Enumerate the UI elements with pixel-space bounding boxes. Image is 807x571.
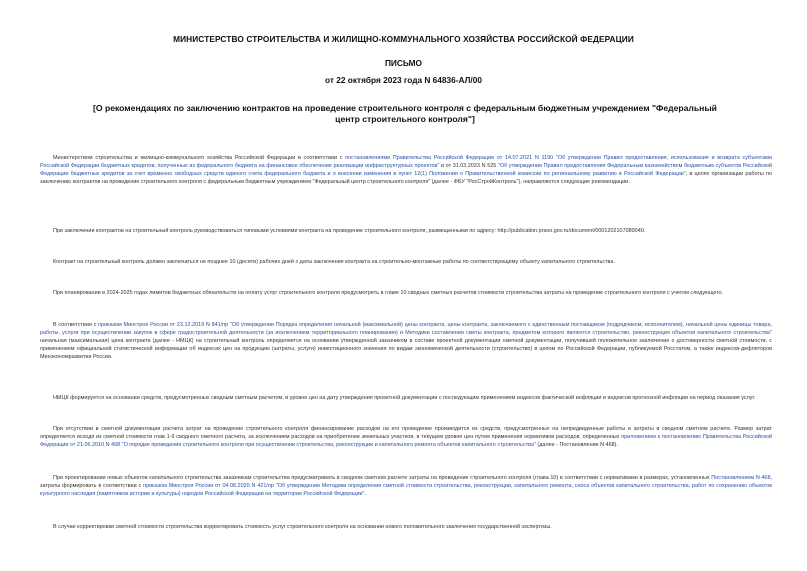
paragraph-1-text-c: , в целях организации работы по заключению контрактов на проведение строительного контроля с федеральным бюджетным учреждением "Федеральный центр строительного контроля" (далее - ФБУ "РосСтройКонтроль"), направляются следующие рекомендации. [40, 170, 772, 185]
document-type-heading: ПИСЬМО [384, 58, 423, 68]
link-decree-1190[interactable]: постановлениями Правительства Российской Федерации от 14.07.2021 N 1190 "Об утверждении Правил предоставления, использования и возврата субъектами Российской Федерации бюджетных кредитов, полученных из федерального бюджета на финансовое обеспечение реализации инфраструктурных проектов" [40, 155, 772, 169]
paragraph-8-text-c: . [364, 490, 366, 497]
paragraph-6 [40, 395, 772, 403]
link-decree-525[interactable]: "Об утверждении Правил предоставления Федеральным казначейством бюджетным субъектов Российской Федерации бюджетных кредитов за счет временно свободных средств единого счета федерального бюджета и о внесении изменения в пункт 12(1) Положения о Правительственной комиссии по региональному развитию в Российской Федерации" [40, 162, 772, 177]
paragraph-8-text-a: При проектировании новых объектов капитального строительства заказчикам строительства предусматривать в сводном сметном расчете затраты на проведение строительного контроля (глава 10) в соответствии с нормативами в размерах, установленных [53, 475, 712, 481]
letter-subject: [О рекомендациях по заключению контрактов на проведение строительного контроля с федеральным бюджетным учреждением "Федеральный центр строительного контроля"] [93, 103, 717, 124]
date-number-heading: от 22 октября 2023 года N 64836-АЛ/00 [325, 75, 482, 85]
paragraph-6-text: НМЦК формируется на основании средств, предусмотренных сводным сметным расчетом, в уровне цен на дату утверждения проектной документации с последующим применением индексов фактической инфляции и индексов прогнозной инфляции на период оказания услуг. [53, 395, 756, 401]
paragraph-9-text: В случае корректировки сметной стоимости строительства корректировать стоимость услуг строительного контроля на основании нового положительного заключения государственной экспертизы. [53, 524, 552, 530]
ministry-heading: МИНИСТЕРСТВО СТРОИТЕЛЬСТВА И ЖИЛИЩНО-КОММУНАЛЬНОГО ХОЗЯЙСТВА РОССИЙСКОЙ ФЕДЕРАЦИИ [173, 34, 634, 44]
paragraph-1-text-b: и от 31.03.2023 N 525 [439, 162, 498, 169]
paragraph-5-text-a: В соответствии с [53, 322, 99, 328]
paragraph-4-text: При планировании в 2024-2025 годах лимитов бюджетных обязательств на оплату услуг строительного контроля предусмотреть в главе 10 сводных сметных расчетов стоимости строительства затраты на проведение строительного контроля с учетом следующего. [53, 290, 723, 296]
paragraph-5-text-b: начальная (максимальная) цена контракта (далее - НМЦК) на строительный контроль определяется на основании утвержденной заказчиком в составе проектной документации сметной документации, получившей положительное заключение о достоверности сметной стоимости, с применением официальной статистической информации об индексах цен на продукцию (затраты, услуги) инвестиционного значения по видам экономической деятельности (строительство) в целом по Российской Федерации, публикуемой Росстатом, а также индексов-дефляторов Минэкономразвития России. [40, 337, 772, 360]
paragraph-4 [40, 290, 772, 298]
paragraph-1 [40, 155, 772, 187]
link-order-841[interactable]: приказом Минстроя России от 23.12.2019 N 841/пр "Об утверждении Порядка определения начальной (максимальной) цены контракта, цены контракта, заключаемого с единственным поставщиком (подрядчиком, исполнителем), начальной цены единицы товара, работы, услуги при осуществлении закупок в сфере градостроительной деятельности (за исключением территориального планирования) и Методики составления сметы контракта, предметом которого являются строительство, реконструкция объектов капитального строительства" [40, 322, 772, 336]
paragraph-3-text: Контракт на строительный контроль должен заключаться не позднее 10 (десяти) рабочих дней с даты заключения контракта на строительно-монтажные работы по соответствующему объекту капитального строительства. [53, 259, 615, 265]
paragraph-8-text-b: , затраты формировать в соответствии с [40, 475, 772, 489]
paragraph-7-text-a: При отсутствии в сметной документации расчета затрат на проведение строительного контроля финансирование расходов на его проведение производится из средств, предусмотренных на непредвиденные работы и затраты в сводном сметном расчете. Размер затрат определяется исходя из сметной стоимости глав 1-9 сводного сметного расчета, за исключением расходов на приобретение земельных участков, в текущем уровне цен путем применения нормативов расходов, определенных [40, 426, 772, 440]
paragraph-5 [40, 322, 772, 362]
paragraph-1-text-a: Министерством строительства и жилищно-коммунального хозяйства Российской Федерации в соответствии с [53, 155, 346, 161]
paragraph-8 [40, 475, 772, 499]
link-decree-468[interactable]: приложением к постановлению Правительства Российской Федерации от 21.06.2010 N 468 "О порядке проведения строительного контроля при осуществлении строительства, реконструкции и капитального ремонта объектов капитального строительства" [40, 433, 772, 448]
paragraph-7 [40, 426, 772, 450]
paragraph-2 [40, 228, 772, 236]
paragraph-2-text: При заключении контрактов на строительный контроль руководствоваться типовыми условиями контракта на проведение строительного контроля, размещенными по адресу: http://publication.pravo.gov.ru/document/0001202107080040. [53, 228, 646, 234]
paragraph-3 [40, 259, 772, 267]
paragraph-9 [40, 524, 772, 532]
link-decree-468-short[interactable]: Постановлением N 468 [711, 475, 771, 481]
link-order-421[interactable]: приказом Минстроя России от 04.08.2020 N 421/пр "Об утверждении Методики определения сметной стоимости строительства, реконструкции, капитального ремонта, сноса объектов капитального строительства, работ по сохранению объектов культурного наследия (памятников истории и культуры) народов Российской Федерации на территории Российской Федерации" [40, 482, 772, 497]
paragraph-7-text-b: (далее - Постановление N 468). [535, 441, 618, 448]
